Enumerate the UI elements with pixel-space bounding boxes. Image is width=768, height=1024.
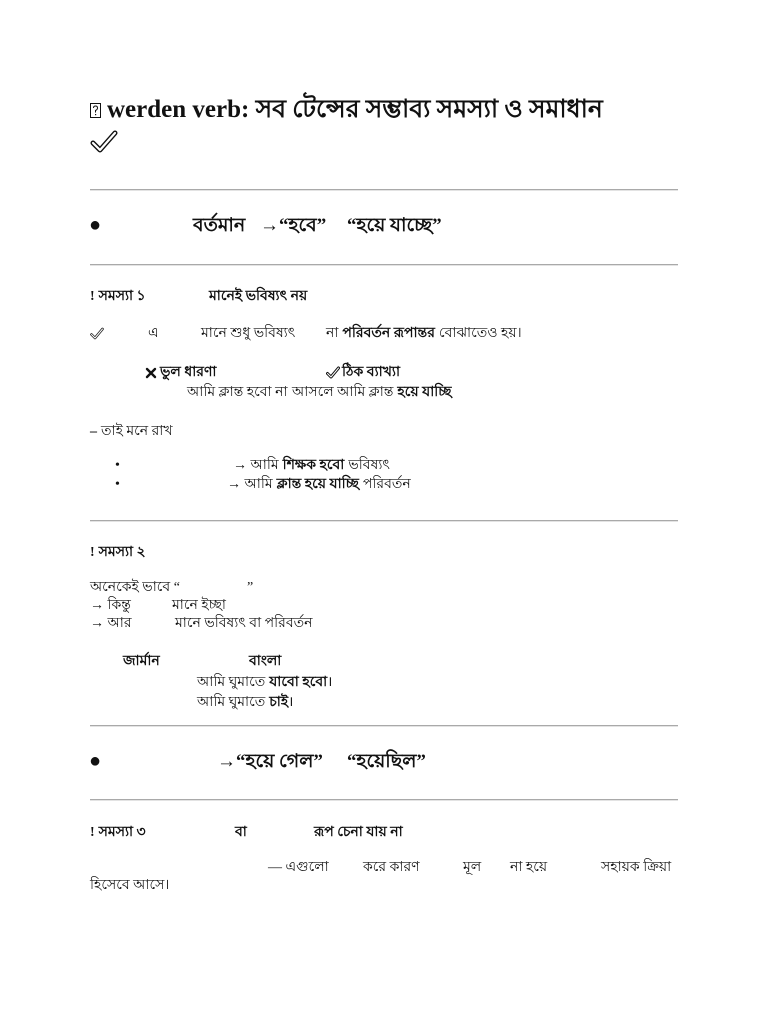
- check-mark-icon: [90, 130, 118, 154]
- table-cell-bold: চাই: [269, 695, 289, 710]
- section-bullet: ●: [89, 214, 102, 236]
- remember-dash: –: [90, 424, 97, 439]
- problem-1-header: [90, 288, 146, 306]
- list-bullet: •: [115, 458, 120, 473]
- problem-3-text-line-2: হিসেবে আসে।: [90, 878, 170, 893]
- problem-1-heading: মানেই ভবিষ্যৎ নয়: [209, 289, 308, 304]
- problem-3-label: সমস্যা ৩: [98, 825, 146, 840]
- list-item-suffix: ভবিষ্যৎ: [348, 458, 390, 473]
- list-item: [233, 457, 390, 475]
- table-cell-bold: যাবো হবো: [269, 675, 328, 690]
- problem-3-text-fragment: না হয়ে: [510, 860, 548, 875]
- list-item-bold: শিক্ষক হবো: [282, 458, 345, 473]
- list-bullet: •: [115, 477, 120, 492]
- problem-2-label: সমস্যা ২: [98, 545, 146, 560]
- table-cell-end: ।: [327, 675, 333, 690]
- remember-line: [90, 423, 173, 441]
- problem-2-line-3-text: মানে ভবিষ্যৎ বা পরিবর্তন: [175, 616, 313, 631]
- warning-mark: !: [90, 825, 95, 840]
- remember-text: তাই মনে রাখ: [101, 424, 173, 439]
- list-item-prefix: → আমি: [233, 458, 279, 473]
- note-e: এ: [148, 326, 159, 341]
- warning-mark: !: [90, 289, 95, 304]
- list-item: [227, 476, 411, 494]
- problem-3-text-fragment: — এগুলো: [268, 860, 329, 875]
- page-title: werden verb: সব টেন্সের সম্ভাব্য সমস্যা ও সমাধান: [107, 96, 603, 123]
- problem-3-text-fragment: মূল: [463, 860, 482, 875]
- problem-2-header: [90, 544, 146, 562]
- problem-3-heading: রূপ চেনা যায় না: [314, 825, 403, 840]
- table-row: [197, 694, 293, 712]
- table-header-german: জার্মান: [123, 654, 160, 669]
- divider: [90, 264, 678, 266]
- note-rest: বোঝাতেও হয়।: [438, 326, 522, 341]
- divider: [90, 189, 678, 191]
- present-label: বর্তমান: [193, 215, 246, 236]
- right-text: আসলে আমি ক্লান্ত: [292, 385, 394, 400]
- document-title-block: [90, 92, 690, 154]
- table-cell-end: ।: [288, 695, 294, 710]
- divider: [90, 799, 678, 801]
- cross-icon: [145, 367, 157, 379]
- right-explanation: [292, 384, 452, 402]
- present-meaning-1: →“হবে”: [260, 215, 327, 236]
- problem-2-line-1-close: ”: [247, 580, 254, 595]
- problem-3-text-fragment: করে কারণ: [363, 860, 420, 875]
- table-header-bangla: বাংলা: [249, 654, 282, 669]
- problem-2-line-3-arrow: → আর: [90, 616, 132, 631]
- problem-1-label: সমস্যা ১: [98, 289, 146, 304]
- note-explanation: [326, 325, 522, 343]
- problem-2-line-1-open: অনেকেই ভাবে “: [90, 580, 180, 595]
- warning-mark: !: [90, 545, 95, 560]
- problem-3-header: [90, 824, 146, 842]
- note-na: না: [326, 326, 339, 341]
- table-row: [197, 674, 332, 692]
- list-item-suffix: পরিবর্তন: [362, 477, 411, 492]
- document-title-line: [90, 92, 690, 128]
- problem-3-text-fragment: সহায়ক ক্রিয়া: [601, 860, 672, 875]
- divider: [90, 520, 678, 522]
- note-meaning: মানে শুধু ভবিষ্যৎ: [201, 326, 296, 341]
- wrong-text: আমি ক্লান্ত হবো না: [187, 385, 288, 400]
- right-bold: হয়ে যাচ্ছি: [397, 385, 452, 400]
- note-bold: পরিবর্তন রূপান্তর: [342, 326, 435, 341]
- table-cell-text: আমি ঘুমাতে: [197, 695, 266, 710]
- wrong-header: ভুল ধারণা: [160, 365, 217, 380]
- right-header: ঠিক ব্যাখ্যা: [342, 365, 401, 380]
- problem-2-line-2-text: মানে ইচ্ছা: [172, 598, 226, 613]
- table-cell-text: আমি ঘুমাতে: [197, 675, 266, 690]
- check-mark-icon: [326, 366, 340, 380]
- divider: [90, 725, 678, 727]
- problem-3-or: বা: [235, 825, 247, 840]
- missing-glyph-icon: [90, 103, 101, 118]
- list-item-bold: ক্লান্ত হয়ে যাচ্ছি: [276, 477, 359, 492]
- present-meaning-2: “হয়ে যাচ্ছে”: [347, 215, 442, 236]
- check-mark-icon: [90, 327, 104, 341]
- problem-2-line-2-arrow: → কিন্তু: [90, 598, 131, 613]
- list-item-prefix: → আমি: [227, 477, 273, 492]
- section-bullet: ●: [89, 750, 102, 772]
- past-meaning-2: “হয়েছিল”: [347, 751, 426, 772]
- past-meaning-1: →“হয়ে গেল”: [217, 751, 323, 772]
